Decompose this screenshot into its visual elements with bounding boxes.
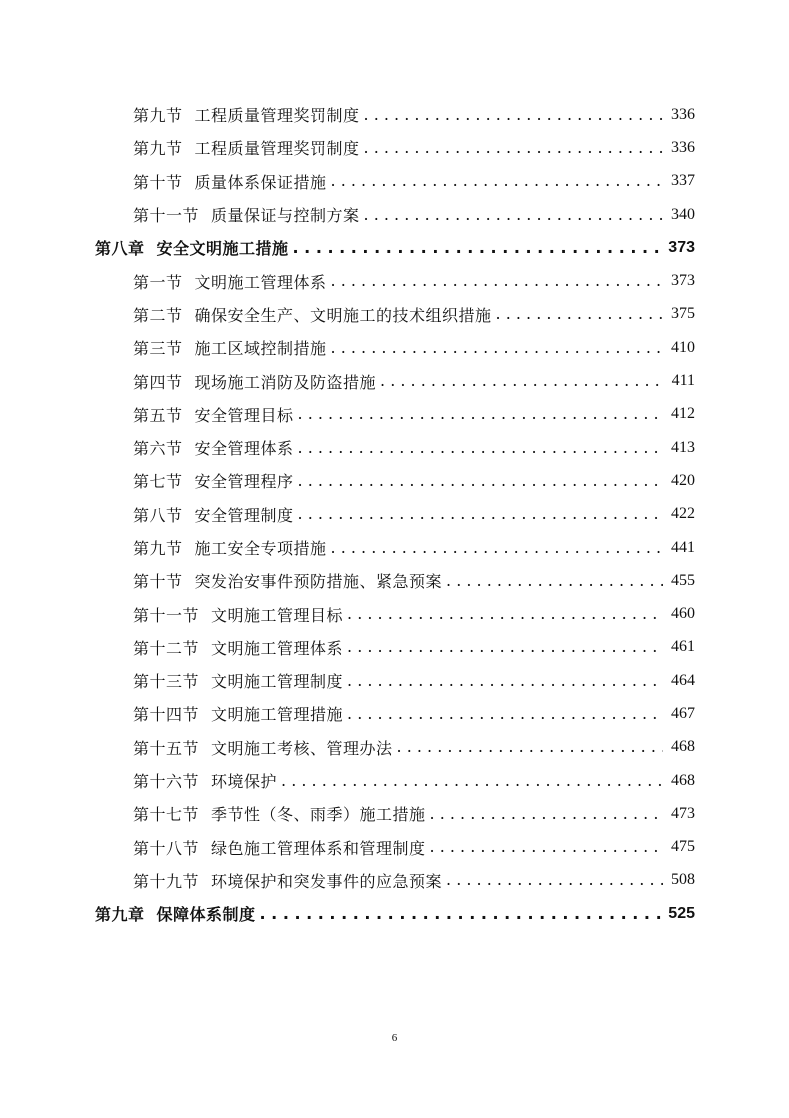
dot-leader <box>446 571 663 591</box>
toc-section-entry[interactable] <box>0 731 789 764</box>
toc-entry-number: 第一节 <box>133 272 183 292</box>
toc-entry-number: 第十七节 <box>133 805 200 825</box>
toc-entry-page-number: 411 <box>671 372 695 390</box>
toc-entry-number: 第十五节 <box>133 738 200 758</box>
toc-section-entry[interactable] <box>0 864 789 897</box>
toc-entry-label <box>133 603 343 626</box>
toc-entry-label <box>133 370 376 393</box>
dot-leader <box>293 238 663 258</box>
page-number: 6 <box>391 1032 398 1044</box>
dot-leader <box>347 604 663 624</box>
toc-entry-number: 第十节 <box>133 572 183 592</box>
toc-entry-page-number: 410 <box>671 338 695 356</box>
toc-section-entry[interactable] <box>0 831 789 864</box>
dot-leader <box>430 837 663 857</box>
toc-section-entry[interactable] <box>0 764 789 797</box>
toc-section-entry[interactable] <box>0 597 789 630</box>
toc-entry-label <box>133 170 327 193</box>
toc-entry-title: 施工安全专项措施 <box>194 539 327 558</box>
toc-section-entry[interactable] <box>0 98 789 131</box>
toc-entry-label <box>133 736 393 759</box>
toc-entry-title: 绿色施工管理体系和管理制度 <box>211 838 426 858</box>
dot-leader <box>298 471 663 491</box>
toc-entry-title: 安全文明施工措施 <box>156 239 289 259</box>
toc-entry-page-number: 464 <box>671 671 695 689</box>
toc-entry-title: 环境保护 <box>211 772 278 792</box>
toc-entry-title: 确保安全生产、文明施工的技术组织措施 <box>194 305 492 325</box>
toc-entry-label <box>133 836 426 859</box>
toc-entry-title: 现场施工消防及防盗措施 <box>194 372 377 392</box>
toc-entry-number: 第十六节 <box>133 772 200 792</box>
toc-entry-page-number: 373 <box>671 272 695 290</box>
toc-entry-number: 第五节 <box>133 405 183 425</box>
toc-entry-number: 第十一节 <box>133 605 200 625</box>
dot-leader <box>331 171 663 191</box>
dot-leader <box>331 271 663 291</box>
dot-leader <box>347 671 663 691</box>
toc-entry-label <box>133 702 343 725</box>
toc-entry-page-number: 337 <box>671 172 695 190</box>
toc-entry-title: 工程质量管理奖罚制度 <box>194 139 360 159</box>
toc-entry-label <box>133 503 294 526</box>
toc-entry-page-number: 336 <box>671 105 695 123</box>
toc-entry-page-number: 525 <box>668 904 695 922</box>
toc-entry-page-number: 375 <box>671 305 695 323</box>
toc-entry-title: 季节性（冬、雨季）施工措施 <box>211 805 426 825</box>
toc-entry-number: 第十八节 <box>133 838 200 858</box>
toc-section-entry[interactable] <box>0 697 789 730</box>
toc-section-entry[interactable] <box>0 498 789 531</box>
toc-section-entry[interactable] <box>0 531 789 564</box>
toc-section-entry[interactable] <box>0 131 789 164</box>
toc-entry-page-number: 475 <box>671 838 695 856</box>
toc-entry-label <box>133 270 327 293</box>
toc-entry-label <box>133 303 492 326</box>
toc-entry-label <box>133 769 277 792</box>
dot-leader <box>298 504 663 524</box>
toc-entry-title: 文明施工管理措施 <box>211 705 344 725</box>
dot-leader <box>496 304 663 324</box>
toc-entry-page-number: 508 <box>671 871 695 889</box>
dot-leader <box>364 138 663 158</box>
toc-section-entry[interactable] <box>0 464 789 497</box>
toc-entry-label <box>133 203 360 226</box>
toc-entry-title: 工程质量管理奖罚制度 <box>194 106 360 126</box>
toc-chapter-entry[interactable] <box>0 897 789 930</box>
toc-entry-label <box>133 103 360 126</box>
toc-entry-page-number: 461 <box>671 638 695 656</box>
toc-entry-page-number: 441 <box>671 538 695 556</box>
toc-entry-label <box>133 469 294 492</box>
dot-leader <box>364 205 663 225</box>
dot-leader <box>347 704 663 724</box>
toc-entry-title: 文明施工管理体系 <box>211 638 344 658</box>
toc-entry-page-number: 468 <box>671 738 695 756</box>
toc-section-entry[interactable] <box>0 431 789 464</box>
toc-entry-page-number: 422 <box>671 505 695 523</box>
toc-entry-title: 环境保护和突发事件的应急预案 <box>211 871 443 891</box>
dot-leader <box>397 737 663 757</box>
toc-entry-number: 第九章 <box>95 905 145 925</box>
toc-entry-number: 第八节 <box>133 505 183 525</box>
toc-entry-number: 第十九节 <box>133 871 200 891</box>
toc-entry-title: 文明施工考核、管理办法 <box>211 738 393 758</box>
toc-entry-page-number: 473 <box>671 804 695 822</box>
toc-entry-number: 第十四节 <box>133 705 200 725</box>
toc-entry-page-number: 468 <box>671 771 695 789</box>
toc-entry-number: 第十三节 <box>133 672 200 692</box>
toc-section-entry[interactable] <box>0 364 789 397</box>
toc-section-entry[interactable] <box>0 264 789 297</box>
toc-entry-title: 安全管理程序 <box>194 472 294 492</box>
dot-leader <box>331 338 663 358</box>
toc-entry-number: 第九节 <box>133 139 183 159</box>
toc-entry-page-number: 340 <box>671 205 695 223</box>
toc-section-entry[interactable] <box>0 165 789 198</box>
toc-section-entry[interactable] <box>0 298 789 331</box>
toc-section-entry[interactable] <box>0 331 789 364</box>
toc-entry-number: 第七节 <box>133 472 183 492</box>
toc-section-entry[interactable] <box>0 398 789 431</box>
toc-chapter-entry[interactable] <box>0 231 789 264</box>
toc-section-entry[interactable] <box>0 198 789 231</box>
toc-entry-page-number: 460 <box>671 605 695 623</box>
toc-entry-label <box>95 902 256 925</box>
dot-leader <box>430 804 663 824</box>
toc-entry-number: 第四节 <box>133 372 183 392</box>
dot-leader <box>298 438 663 458</box>
toc-entry-title: 安全管理体系 <box>194 439 294 459</box>
toc-entry-label <box>133 536 327 559</box>
toc-entry-number: 第八章 <box>95 239 145 259</box>
toc-entry-number: 第二节 <box>133 305 183 325</box>
toc-entry-title: 文明施工管理体系 <box>194 272 327 292</box>
dot-leader <box>281 771 663 791</box>
toc-entry-page-number: 412 <box>671 405 695 423</box>
toc-entry-label <box>133 136 360 159</box>
toc-entry-number: 第十二节 <box>133 638 200 658</box>
toc-entry-title: 保障体系制度 <box>156 905 256 925</box>
toc-entry-page-number: 420 <box>671 471 695 489</box>
toc-entry-label <box>133 636 343 659</box>
table-of-contents <box>0 98 789 930</box>
dot-leader <box>260 904 663 924</box>
toc-entry-number: 第九节 <box>133 106 183 126</box>
toc-entry-label <box>133 403 294 426</box>
toc-entry-number: 第六节 <box>133 439 183 459</box>
toc-entry-number: 第九节 <box>133 539 183 558</box>
dot-leader <box>446 870 663 890</box>
toc-entry-title: 施工区域控制措施 <box>194 339 327 359</box>
toc-entry-title: 文明施工管理目标 <box>211 605 344 625</box>
toc-entry-page-number: 467 <box>671 704 695 722</box>
toc-entry-label <box>133 669 343 692</box>
toc-entry-title: 质量体系保证措施 <box>194 172 327 192</box>
toc-entry-title: 突发治安事件预防措施、紧急预案 <box>194 572 443 592</box>
toc-entry-page-number: 455 <box>671 571 695 589</box>
toc-entry-title: 文明施工管理制度 <box>211 672 344 692</box>
toc-entry-label <box>133 569 442 592</box>
toc-entry-page-number: 373 <box>668 238 695 256</box>
toc-entry-label <box>133 869 442 892</box>
toc-entry-page-number: 336 <box>671 138 695 156</box>
toc-section-entry[interactable] <box>0 664 789 697</box>
dot-leader <box>298 404 663 424</box>
toc-entry-page-number: 413 <box>671 438 695 456</box>
toc-section-entry[interactable] <box>0 797 789 830</box>
toc-section-entry[interactable] <box>0 631 789 664</box>
toc-entry-number: 第十节 <box>133 172 183 192</box>
dot-leader <box>347 637 663 657</box>
dot-leader <box>364 105 663 125</box>
toc-entry-title: 安全管理目标 <box>194 405 294 425</box>
toc-entry-label <box>133 802 426 825</box>
toc-entry-label <box>95 236 289 259</box>
toc-entry-number: 第三节 <box>133 339 183 359</box>
toc-entry-title: 安全管理制度 <box>194 505 294 525</box>
toc-entry-label <box>133 336 327 359</box>
toc-entry-label <box>133 436 294 459</box>
dot-leader <box>380 371 663 391</box>
dot-leader <box>331 538 663 558</box>
toc-section-entry[interactable] <box>0 564 789 597</box>
toc-entry-title: 质量保证与控制方案 <box>211 206 360 226</box>
toc-entry-number: 第十一节 <box>133 206 200 226</box>
